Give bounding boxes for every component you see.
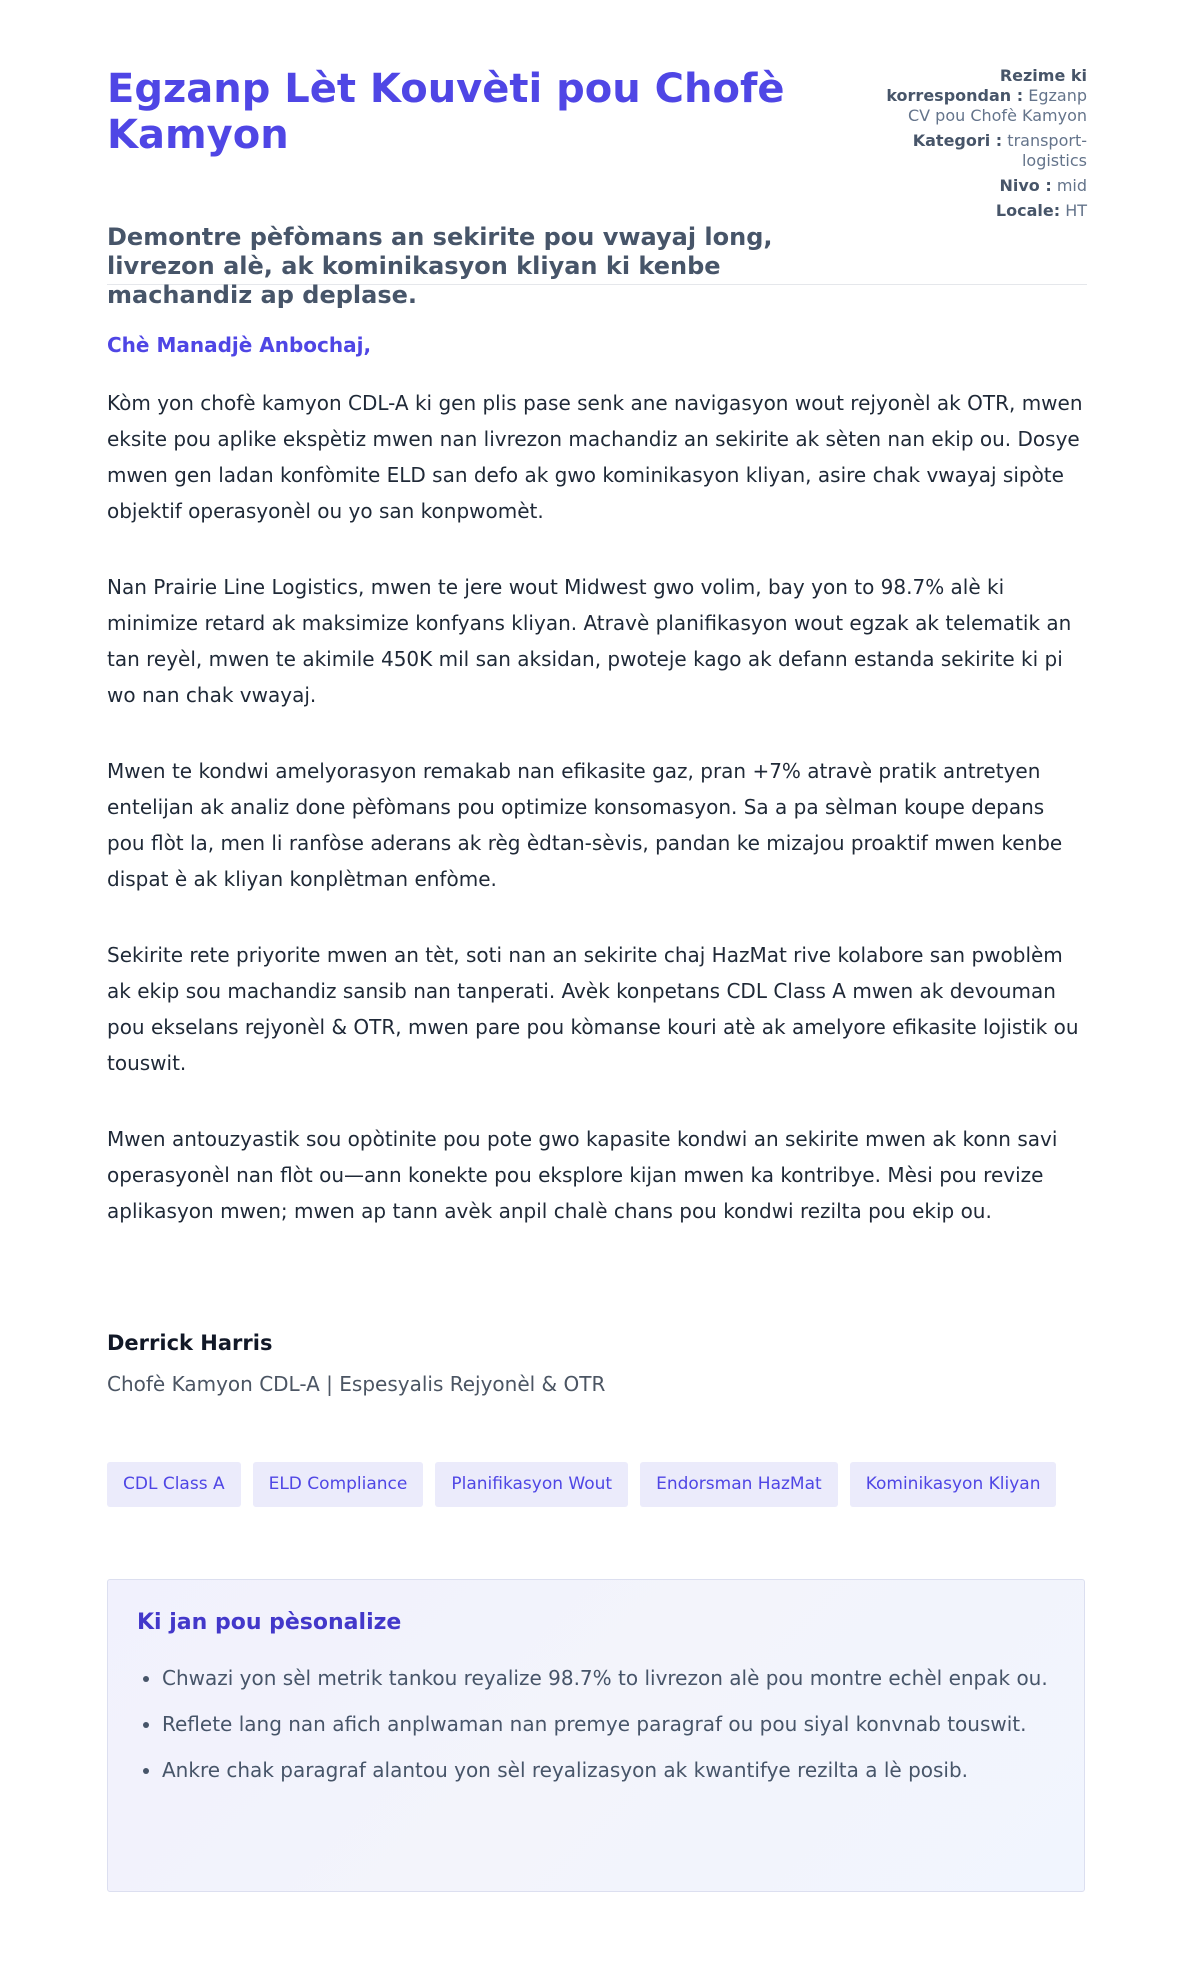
meta-locale-value: HT [1065, 201, 1087, 220]
skill-tag: Endorsman HazMat [640, 1462, 838, 1507]
meta-panel [877, 66, 1087, 226]
customization-tips-box [107, 1579, 1085, 1892]
meta-locale-label: Locale: [995, 201, 1061, 220]
tip-item: • Reflete lang nan afich anplwaman nan premye paragraf ou pou siyal konvnab touswit. [162, 1706, 1072, 1742]
letter-paragraph: Sekirite rete priyorite mwen an tèt, soti nan an sekirite chaj HazMat rive kolabore san pwoblèm ak ekip sou machandiz sansib nan tanperati. Avèk konpetans CDL Class A mwen ak devouman pou ekselans rejyonèl & OTR, mwen pare pou kòmanse kouri atè ak amelyore efikasite lojistik ou touswit. [107, 943, 1079, 1075]
tips-title: Ki jan pou pèsonalize [137, 1610, 402, 1635]
page-title: Egzanp Lèt Kouvèti pou Chofè Kamyon [107, 66, 785, 158]
meta-summary-value[interactable]: Egzanp CV pou Chofè Kamyon [907, 86, 1087, 125]
letter-paragraph: Mwen antouzyastik sou opòtinite pou pote gwo kapasite kondwi an sekirite mwen ak konn savi operasyonèl nan flòt ou—ann konekte pou eksplore kijan mwen ka kontribye. Mèsi pou revize aplikasyon mwen; mwen ap tann avèk anpil chalè chans pou kondwi rezilta pou ekip ou. [107, 1127, 1058, 1223]
meta-level-label: Nivo : [999, 176, 1052, 195]
signature-name: Derrick Harris [107, 1331, 273, 1355]
page-subtitle: Demontre pèfòmans an sekirite pou vwayaj long, livrezon alè, ak kominikasyon kliyan ki kenbe machandiz ap deplase. [107, 223, 773, 309]
meta-category [877, 131, 1087, 171]
page-header [107, 66, 1087, 309]
letter-paragraph: Nan Prairie Line Logistics, mwen te jere wout Midwest gwo volim, bay yon to 98.7% alè ki minimize retard ak maksimize konfyans kliyan. Atravè planifikasyon wout egzak ak telematik an tan reyèl, mwen te akimile 450K mil san aksidan, pwoteje kago ak defann estanda sekirite ki pi wo nan chak vwayaj. [107, 575, 1072, 707]
skill-tags [107, 1462, 1056, 1507]
meta-summary [877, 66, 1087, 126]
skill-tag: Planifikasyon Wout [435, 1462, 628, 1507]
letter-paragraph: Kòm yon chofè kamyon CDL-A ki gen plis pase senk ane navigasyon wout rejyonèl ak OTR, mwen eksite pou aplike ekspètiz mwen nan livrezon machandiz an sekirite ak sèten nan ekip ou. Dosye mwen gen ladan konfòmite ELD san defo ak gwo kominikasyon kliyan, asire chak vwayaj sipòte objektif operasyonèl ou yo san konpwomèt. [107, 391, 1083, 523]
tip-item: • Chwazi yon sèl metrik tankou reyalize 98.7% to livrezon alè pou montre echèl enpak ou. [162, 1660, 1072, 1696]
tips-list [137, 1660, 1072, 1798]
letter-body [107, 385, 1087, 1269]
meta-level-value: mid [1056, 176, 1087, 195]
letter-salutation: Chè Manadjè Anbochaj, [107, 333, 372, 357]
meta-locale [877, 201, 1087, 221]
meta-summary-label: Rezime ki korrespondan : [886, 66, 1087, 105]
skill-tag: CDL Class A [107, 1462, 241, 1507]
skill-tag: Kominikasyon Kliyan [850, 1462, 1057, 1507]
meta-category-value: transport-logistics [1007, 131, 1087, 170]
skill-tag: ELD Compliance [253, 1462, 424, 1507]
meta-category-label: Kategori : [912, 131, 1003, 150]
meta-level [877, 176, 1087, 196]
letter-paragraph: Mwen te kondwi amelyorasyon remakab nan efikasite gaz, pran +7% atravè pratik antretyen entelijan ak analiz done pèfòmans pou optimize konsomasyon. Sa a pa sèlman koupe depans pou flòt la, men li ranfòse aderans ak règ èdtan-sèvis, pandan ke mizajou proaktif mwen kenbe dispat è ak kliyan konplètman enfòme. [107, 759, 1063, 891]
tip-item: • Ankre chak paragraf alantou yon sèl reyalizasyon ak kwantifye rezilta a lè posib. [162, 1752, 1072, 1788]
signature-title: Chofè Kamyon CDL-A | Espesyalis Rejyonèl & OTR [107, 1372, 606, 1396]
